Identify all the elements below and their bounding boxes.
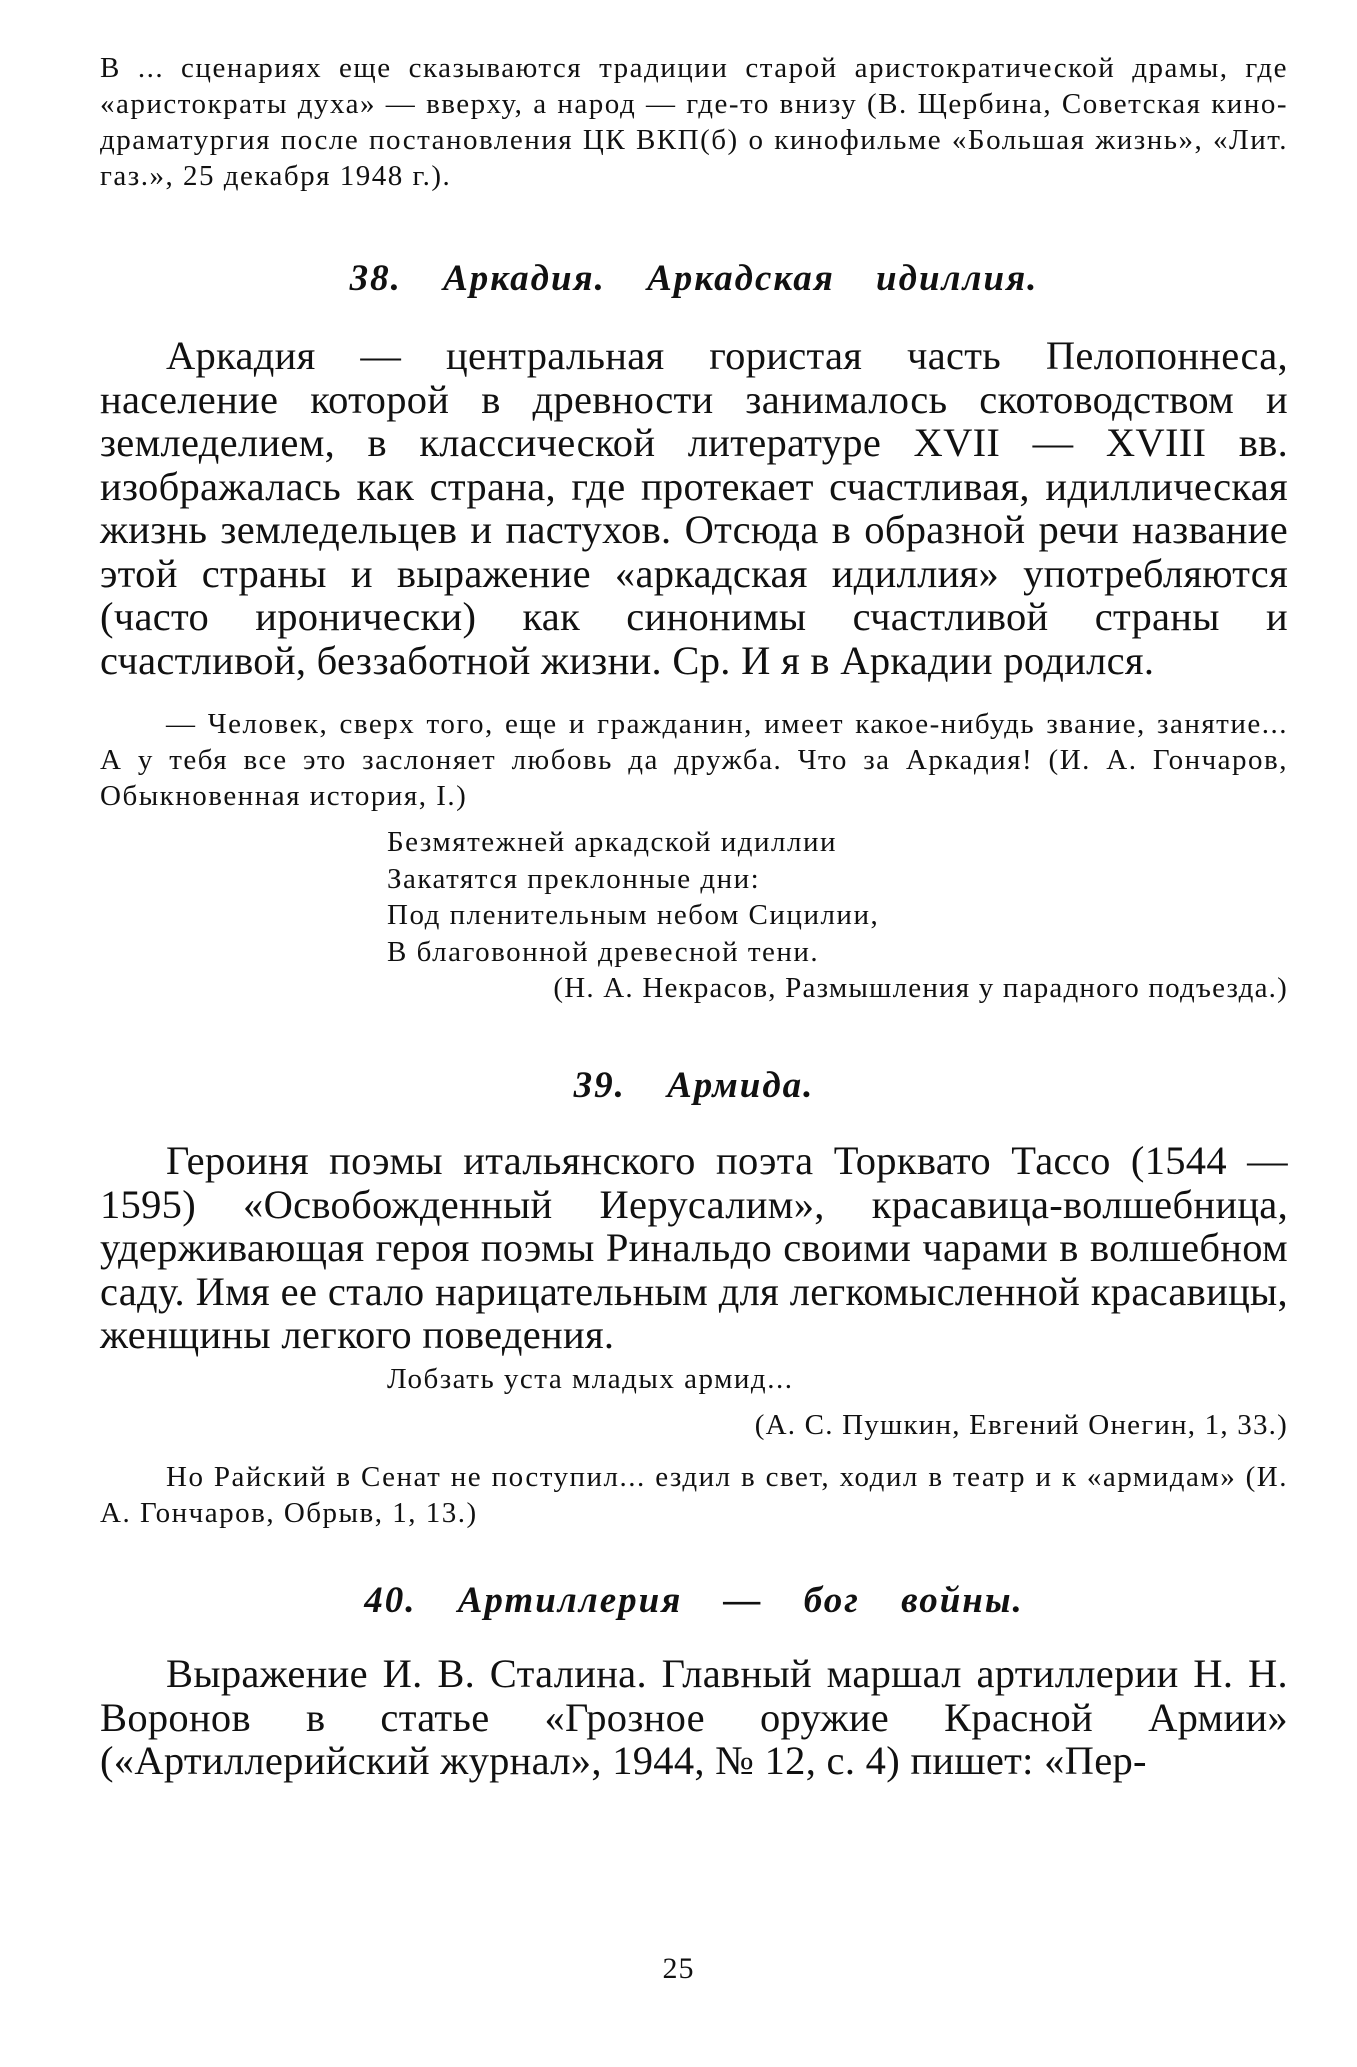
entry-38-verse-attribution: (Н. А. Некрасов, Размышления у парадного подъезда.) [553, 972, 1288, 1004]
page-content [100, 50, 1288, 1783]
entry-39-verse-attribution: (А. С. Пушкин, Евгений Онегин, 1, 33.) [754, 1409, 1288, 1441]
entry-40-heading: 40. Артиллерия — бог войны. [364, 1580, 1024, 1621]
verse-line: В благовонной древесной тени. [387, 935, 820, 968]
entry-39-verse [100, 1361, 1288, 1398]
verse-line: Закатятся преклонные дни: [387, 862, 761, 895]
entry-38-body: Аркадия — центральная гористая часть Пелопоннеса, население которой в древности занималось скотоводством и земледелием, в классической литературе XVII — XVIII вв. изображалась как страна, где протекает счастливая, идиллическая жизнь земледельцев и пастухов. Отсюда в образной речи название этой страны и выражение «аркадская идиллия» употребляются (часто иронически) как синонимы счастливой страны и счастливой, беззаботной жизни. Ср. И я в Аркадии родился. [100, 333, 1288, 683]
verse-line: Безмятежней аркадской идиллии [387, 826, 838, 858]
entry-38-quote: — Человек, сверх того, еще и гражданин, имеет какое-нибудь звание, занятие... А у тебя все это заслоняет любовь да дружба. Что за Аркадия! (И. А. Гончаров, Обыкновенная история, I.) [100, 708, 1288, 812]
entry-39-heading: 39. Армида. [573, 1065, 815, 1106]
verse-line: Лобзать уста младых армид... [387, 1362, 794, 1395]
verse-line: Под пленительным небом Сицилии, [387, 899, 880, 931]
page-number: 25 [662, 1952, 695, 1985]
entry-38-verse [100, 824, 1288, 970]
entry-39-body: Героиня поэмы итальянского поэта Торквато Тассо (1544 — 1595) «Освобожденный Иерусалим», красавица-волшебница, удерживающая героя поэмы Ринальдо своими чарами в волшебном саду. Имя ее стало нарицательным для легкомысленной красавицы, женщины легкого поведения. [100, 1138, 1288, 1357]
intro-quote: В ... сценариях еще сказываются традиции старой аристократической драмы, где «аристократы духа» — вверху, а народ — где-то внизу (В. Щербина, Советская кино-драматургия после постановления ЦК ВКП(б) о кинофильме «Большая жизнь», «Лит. газ.», 25 декабря 1948 г.). [100, 52, 1288, 192]
entry-38-heading: 38. Аркадия. Аркадская идиллия. [349, 258, 1039, 299]
entry-40-body: Выражение И. В. Сталина. Главный маршал артиллерии Н. Н. Воронов в статье «Грозное оружие Красной Армии» («Артиллерийский журнал», 1944, № 12, с. 4) пишет: «Пер- [100, 1651, 1288, 1783]
entry-39-quote: Но Райский в Сенат не поступил... ездил в свет, ходил в театр и к «армидам» (И. А. Гончаров, Обрыв, 1, 13.) [100, 1461, 1288, 1529]
